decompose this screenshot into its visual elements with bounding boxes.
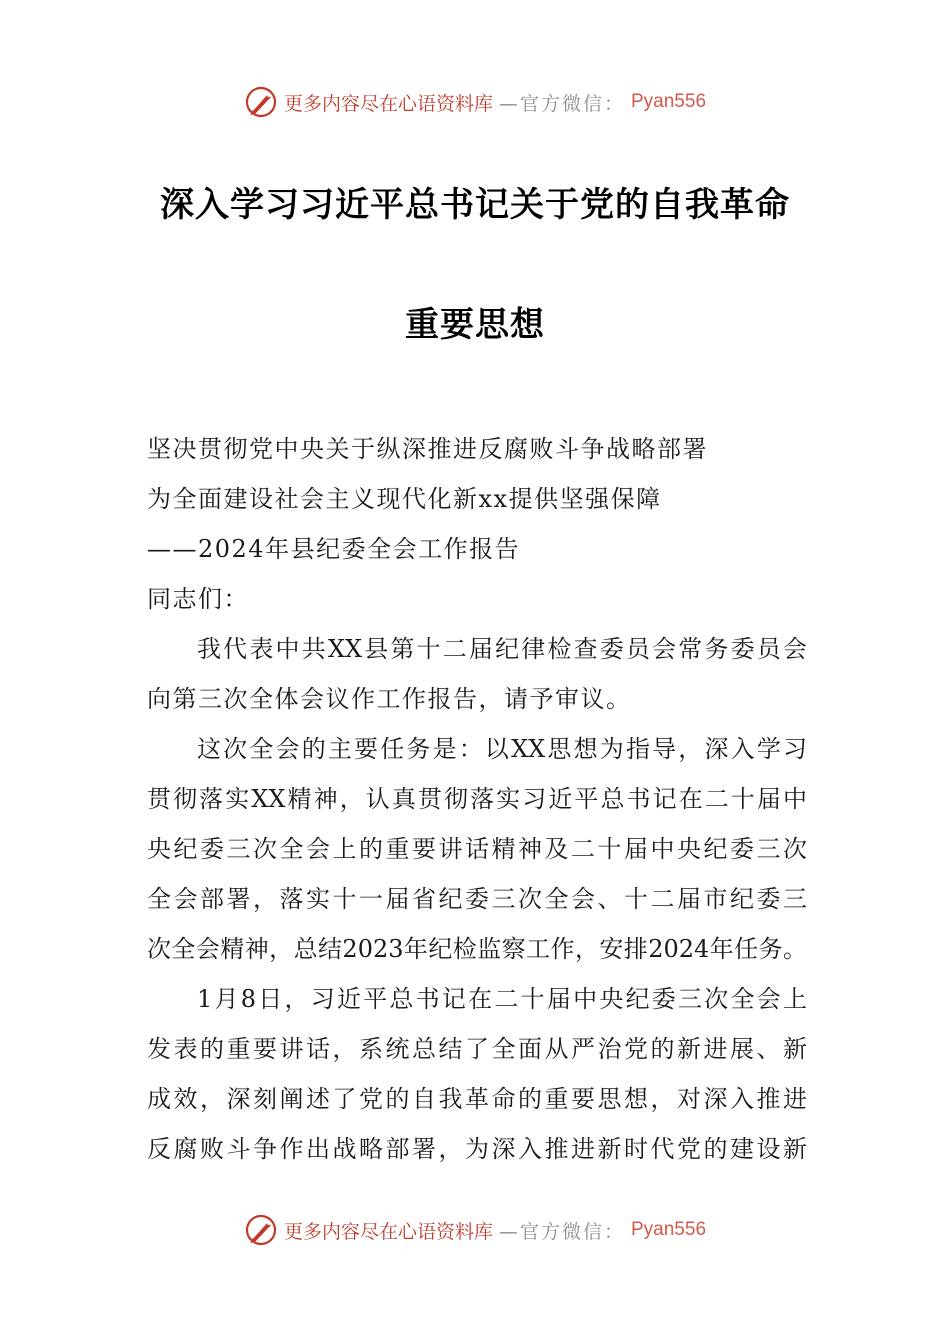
salutation: 同志们： [147,585,249,613]
watermark-text: 更多内容尽在心语资料库 [283,92,493,115]
paragraph-line: 1月8日，习近平总书记在二十届中央纪委三次全会上 [197,985,807,1013]
watermark-footer [0,1210,950,1250]
paragraph-line: 贯彻落实XX精神，认真贯彻落实习近平总书记在二十届中 [147,785,807,813]
watermark-text: 更多内容尽在心语资料库 [283,1220,493,1243]
paragraph-line: 发表的重要讲话，系统总结了全面从严治党的新进展、新 [147,1035,807,1063]
document-title-line2: 重要思想 [405,305,545,345]
watermark-wechat-id: Pyan556 [631,91,707,112]
paragraph-line: 向第三次全体会议作工作报告，请予审议。 [147,685,632,713]
pen-logo-icon [244,85,278,119]
paragraph-line: 全会部署，落实十一届省纪委三次全会、十二届市纪委三 [147,885,807,913]
paragraph-line: 次全会精神，总结2023年纪检监察工作，安排2024年任务。 [147,935,807,963]
paragraph-line: 反腐败斗争作出战略部署，为深入推进新时代党的建设新 [147,1135,807,1163]
subtitle-line: 坚决贯彻党中央关于纵深推进反腐败斗争战略部署 [147,435,708,463]
watermark-wechat-label: —官方微信： [498,92,625,115]
report-name-line: ——2024年县纪委全会工作报告 [147,535,521,563]
watermark-header [0,82,950,122]
paragraph-line: 成效，深刻阐述了党的自我革命的重要思想，对深入推进 [147,1085,807,1113]
watermark-wechat-label: —官方微信： [498,1220,625,1243]
watermark-wechat-id: Pyan556 [631,1219,707,1240]
paragraph-line: 央纪委三次全会上的重要讲话精神及二十届中央纪委三次 [147,835,807,863]
paragraph-line: 这次全会的主要任务是：以XX思想为指导，深入学习 [197,735,807,763]
subtitle-line: 为全面建设社会主义现代化新xx提供坚强保障 [147,485,662,513]
paragraph-line: 我代表中共XX县第十二届纪律检查委员会常务委员会 [197,635,807,663]
document-title: 深入学习习近平总书记关于党的自我革命 [160,185,790,225]
pen-logo-icon [244,1213,278,1247]
